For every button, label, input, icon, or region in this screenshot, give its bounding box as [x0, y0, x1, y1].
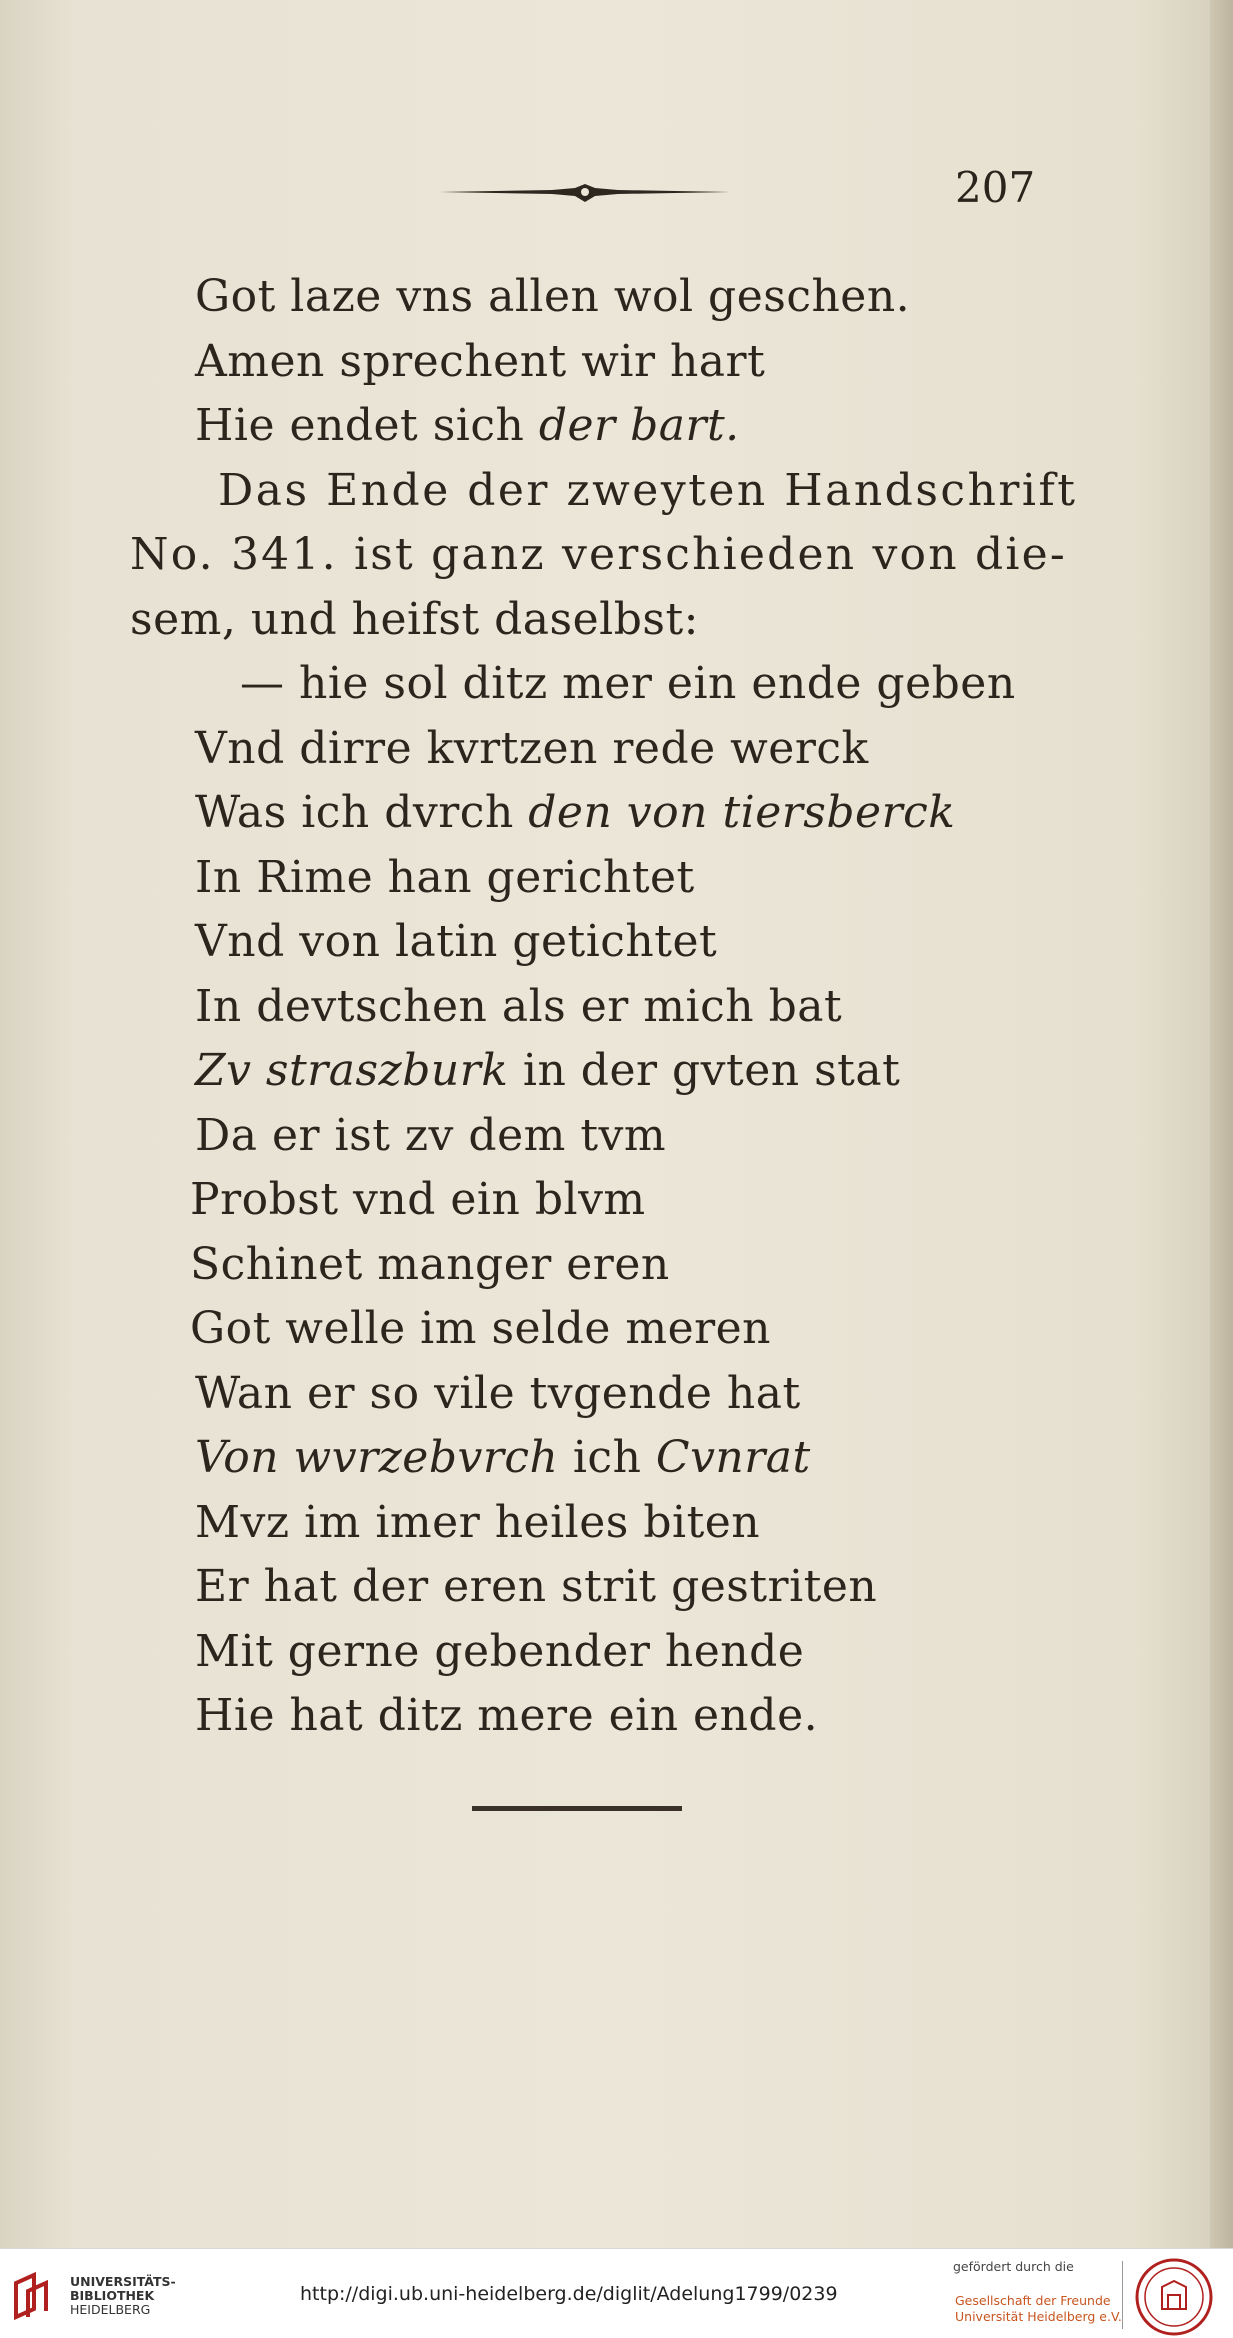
text-line — [218, 459, 1077, 524]
text-segment: ich — [558, 1432, 656, 1483]
sponsor-label: gefördert durch die — [953, 2259, 1074, 2274]
text-line — [190, 1233, 670, 1298]
text-segment: Da er ist zv dem tvm — [195, 1109, 667, 1161]
text-segment: in der gvten stat — [508, 1045, 901, 1096]
university-seal-icon[interactable] — [1134, 2257, 1214, 2337]
text-line — [195, 1491, 760, 1556]
library-name-line1: UNIVERSITÄTS- — [70, 2274, 176, 2289]
text-line — [195, 1555, 877, 1620]
text-line — [195, 1426, 811, 1491]
text-segment: Probst vnd ein blvm — [190, 1174, 646, 1225]
text-segment: No. 341. ist ganz verschieden von die- — [130, 529, 1067, 580]
permalink-url[interactable]: http://digi.ub.uni-heidelberg.de/diglit/Adelung1799/0239 — [300, 2283, 838, 2305]
text-line — [195, 781, 955, 846]
text-line — [195, 846, 695, 911]
header-ornament — [440, 180, 730, 204]
sponsor-name[interactable] — [955, 2293, 1122, 2325]
text-line — [130, 588, 699, 653]
text-segment: Wan er so vile tvgende hat — [195, 1367, 801, 1419]
text-segment: In Rime han gerichtet — [195, 851, 695, 903]
text-segment: Vnd dirre kvrtzen rede werck — [195, 722, 869, 774]
text-line — [195, 330, 765, 395]
text-segment: Er hat der eren strit gestriten — [195, 1561, 878, 1612]
text-line — [195, 975, 842, 1040]
footer-divider — [1122, 2261, 1123, 2329]
page-number: 207 — [955, 163, 1036, 212]
text-line — [190, 1297, 771, 1362]
text-line — [195, 910, 717, 975]
text-segment: Mvz im imer heiles biten — [195, 1496, 761, 1548]
text-line — [240, 652, 1016, 717]
page-edge — [1210, 0, 1233, 2248]
text-segment: Was ich dvrch — [195, 787, 529, 838]
library-logo-icon[interactable] — [12, 2271, 58, 2321]
sponsor-line2: Universität Heidelberg e.V. — [955, 2309, 1122, 2324]
text-segment: Amen sprechent wir hart — [195, 335, 766, 387]
italic-segment: den von tiersberck — [528, 787, 956, 838]
italic-segment: Cvnrat — [655, 1432, 811, 1483]
text-segment: In devtschen als er mich bat — [195, 980, 843, 1032]
library-name[interactable] — [70, 2275, 176, 2317]
library-name-line2: BIBLIOTHEK — [70, 2288, 155, 2303]
text-segment: Hie hat ditz mere ein ende. — [195, 1690, 819, 1741]
text-line — [195, 1039, 900, 1104]
italic-segment: Zv straszburk — [195, 1045, 509, 1096]
text-line — [190, 1168, 646, 1233]
text-segment: — hie sol ditz mer ein ende geben — [240, 658, 1016, 709]
text-segment: Got welle im selde meren — [190, 1303, 772, 1354]
text-line — [195, 394, 740, 459]
text-segment: Got laze vns allen wol geschen. — [195, 271, 911, 322]
text-segment: Vnd von latin getichtet — [195, 916, 718, 967]
italic-segment: Von wvrzebvrch — [195, 1432, 559, 1483]
text-segment: Hie endet sich — [195, 400, 539, 451]
sponsor-line1: Gesellschaft der Freunde — [955, 2293, 1111, 2308]
text-line — [195, 717, 869, 782]
end-rule — [472, 1806, 682, 1811]
text-segment: Schinet manger eren — [190, 1238, 670, 1290]
footer-bar — [0, 2248, 1233, 2338]
library-name-line3: HEIDELBERG — [70, 2302, 151, 2317]
italic-segment: der bart. — [538, 400, 740, 451]
text-line — [195, 265, 910, 330]
text-line — [195, 1104, 666, 1169]
text-segment: Mit gerne gebender hende — [195, 1625, 805, 1677]
text-line — [130, 523, 1067, 588]
text-segment: sem, und heifst daselbst: — [130, 593, 699, 645]
text-line — [195, 1362, 801, 1427]
text-line — [195, 1684, 818, 1749]
text-segment: Das Ende der zweyten Handschrift — [218, 464, 1078, 516]
text-line — [195, 1620, 804, 1685]
